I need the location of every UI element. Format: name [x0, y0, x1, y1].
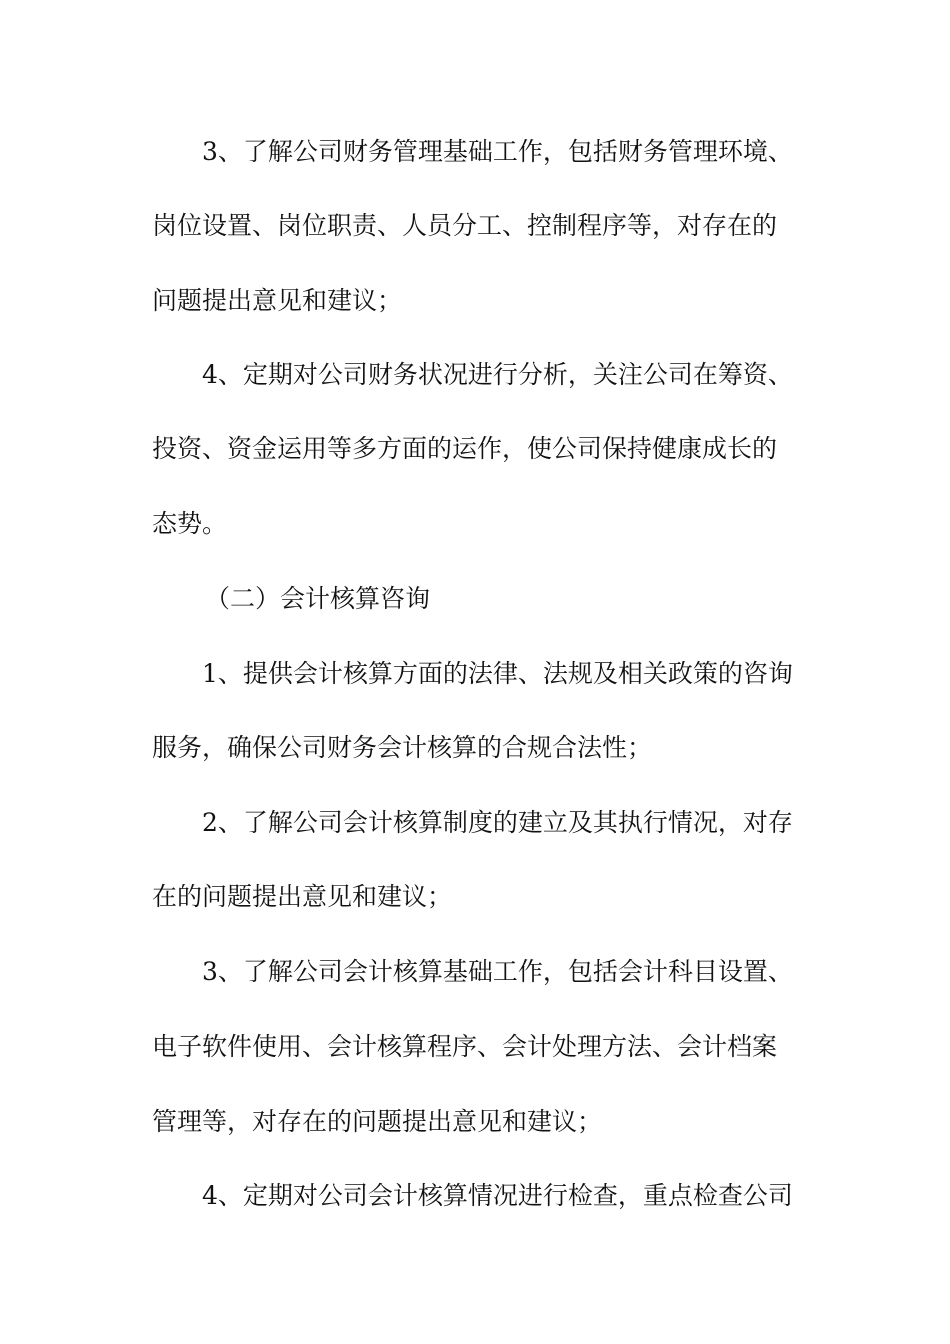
- paragraph-line: 岗位设置、岗位职责、人员分工、控制程序等，对存在的: [152, 211, 778, 240]
- paragraph-line: 2、了解公司会计核算制度的建立及其执行情况，对存: [202, 808, 793, 837]
- paragraph-line: 3、了解公司财务管理基础工作，包括财务管理环境、: [202, 137, 793, 166]
- paragraph-line: 服务，确保公司财务会计核算的合规合法性；: [152, 733, 653, 762]
- section-heading: （二）会计核算咨询: [205, 584, 431, 613]
- paragraph-line: 电子软件使用、会计核算程序、会计处理方法、会计档案: [152, 1032, 778, 1061]
- paragraph-line: 在的问题提出意见和建议；: [152, 882, 453, 911]
- paragraph-line: 3、了解公司会计核算基础工作，包括会计科目设置、: [202, 957, 793, 986]
- paragraph-line: 4、定期对公司财务状况进行分析，关注公司在筹资、: [202, 360, 793, 389]
- paragraph-line: 态势。: [152, 509, 228, 538]
- paragraph-line: 投资、资金运用等多方面的运作，使公司保持健康成长的: [152, 434, 778, 463]
- paragraph-line: 管理等，对存在的问题提出意见和建议；: [152, 1107, 603, 1136]
- paragraph-line: 1、提供会计核算方面的法律、法规及相关政策的咨询: [202, 659, 793, 688]
- paragraph-line: 问题提出意见和建议；: [152, 286, 403, 315]
- paragraph-line: 4、定期对公司会计核算情况进行检查，重点检查公司: [202, 1181, 793, 1210]
